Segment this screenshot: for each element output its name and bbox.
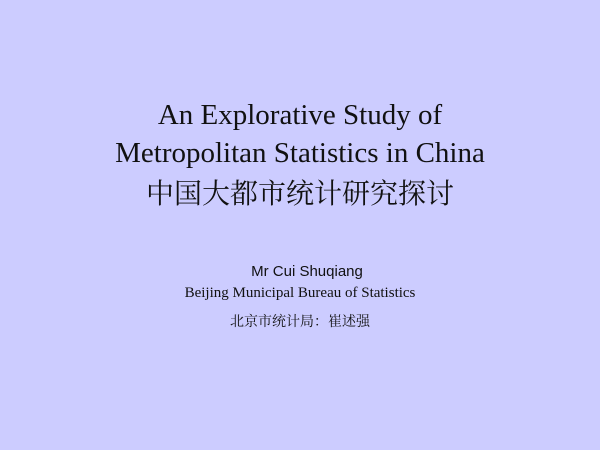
organization-name: Beijing Municipal Bureau of Statistics: [184, 285, 416, 301]
organization-chinese: 北京市统计局：崔述强: [230, 314, 370, 330]
title-chinese: 中国大都市统计研究探讨: [145, 177, 454, 210]
title-block: [0, 96, 600, 214]
title-line-1: An Explorative Study of: [157, 99, 443, 131]
author-name: Mr Cui Shuqiang: [251, 263, 363, 280]
title-line-2: Metropolitan Statistics in China: [115, 137, 485, 169]
subtitle-block: [0, 262, 600, 332]
